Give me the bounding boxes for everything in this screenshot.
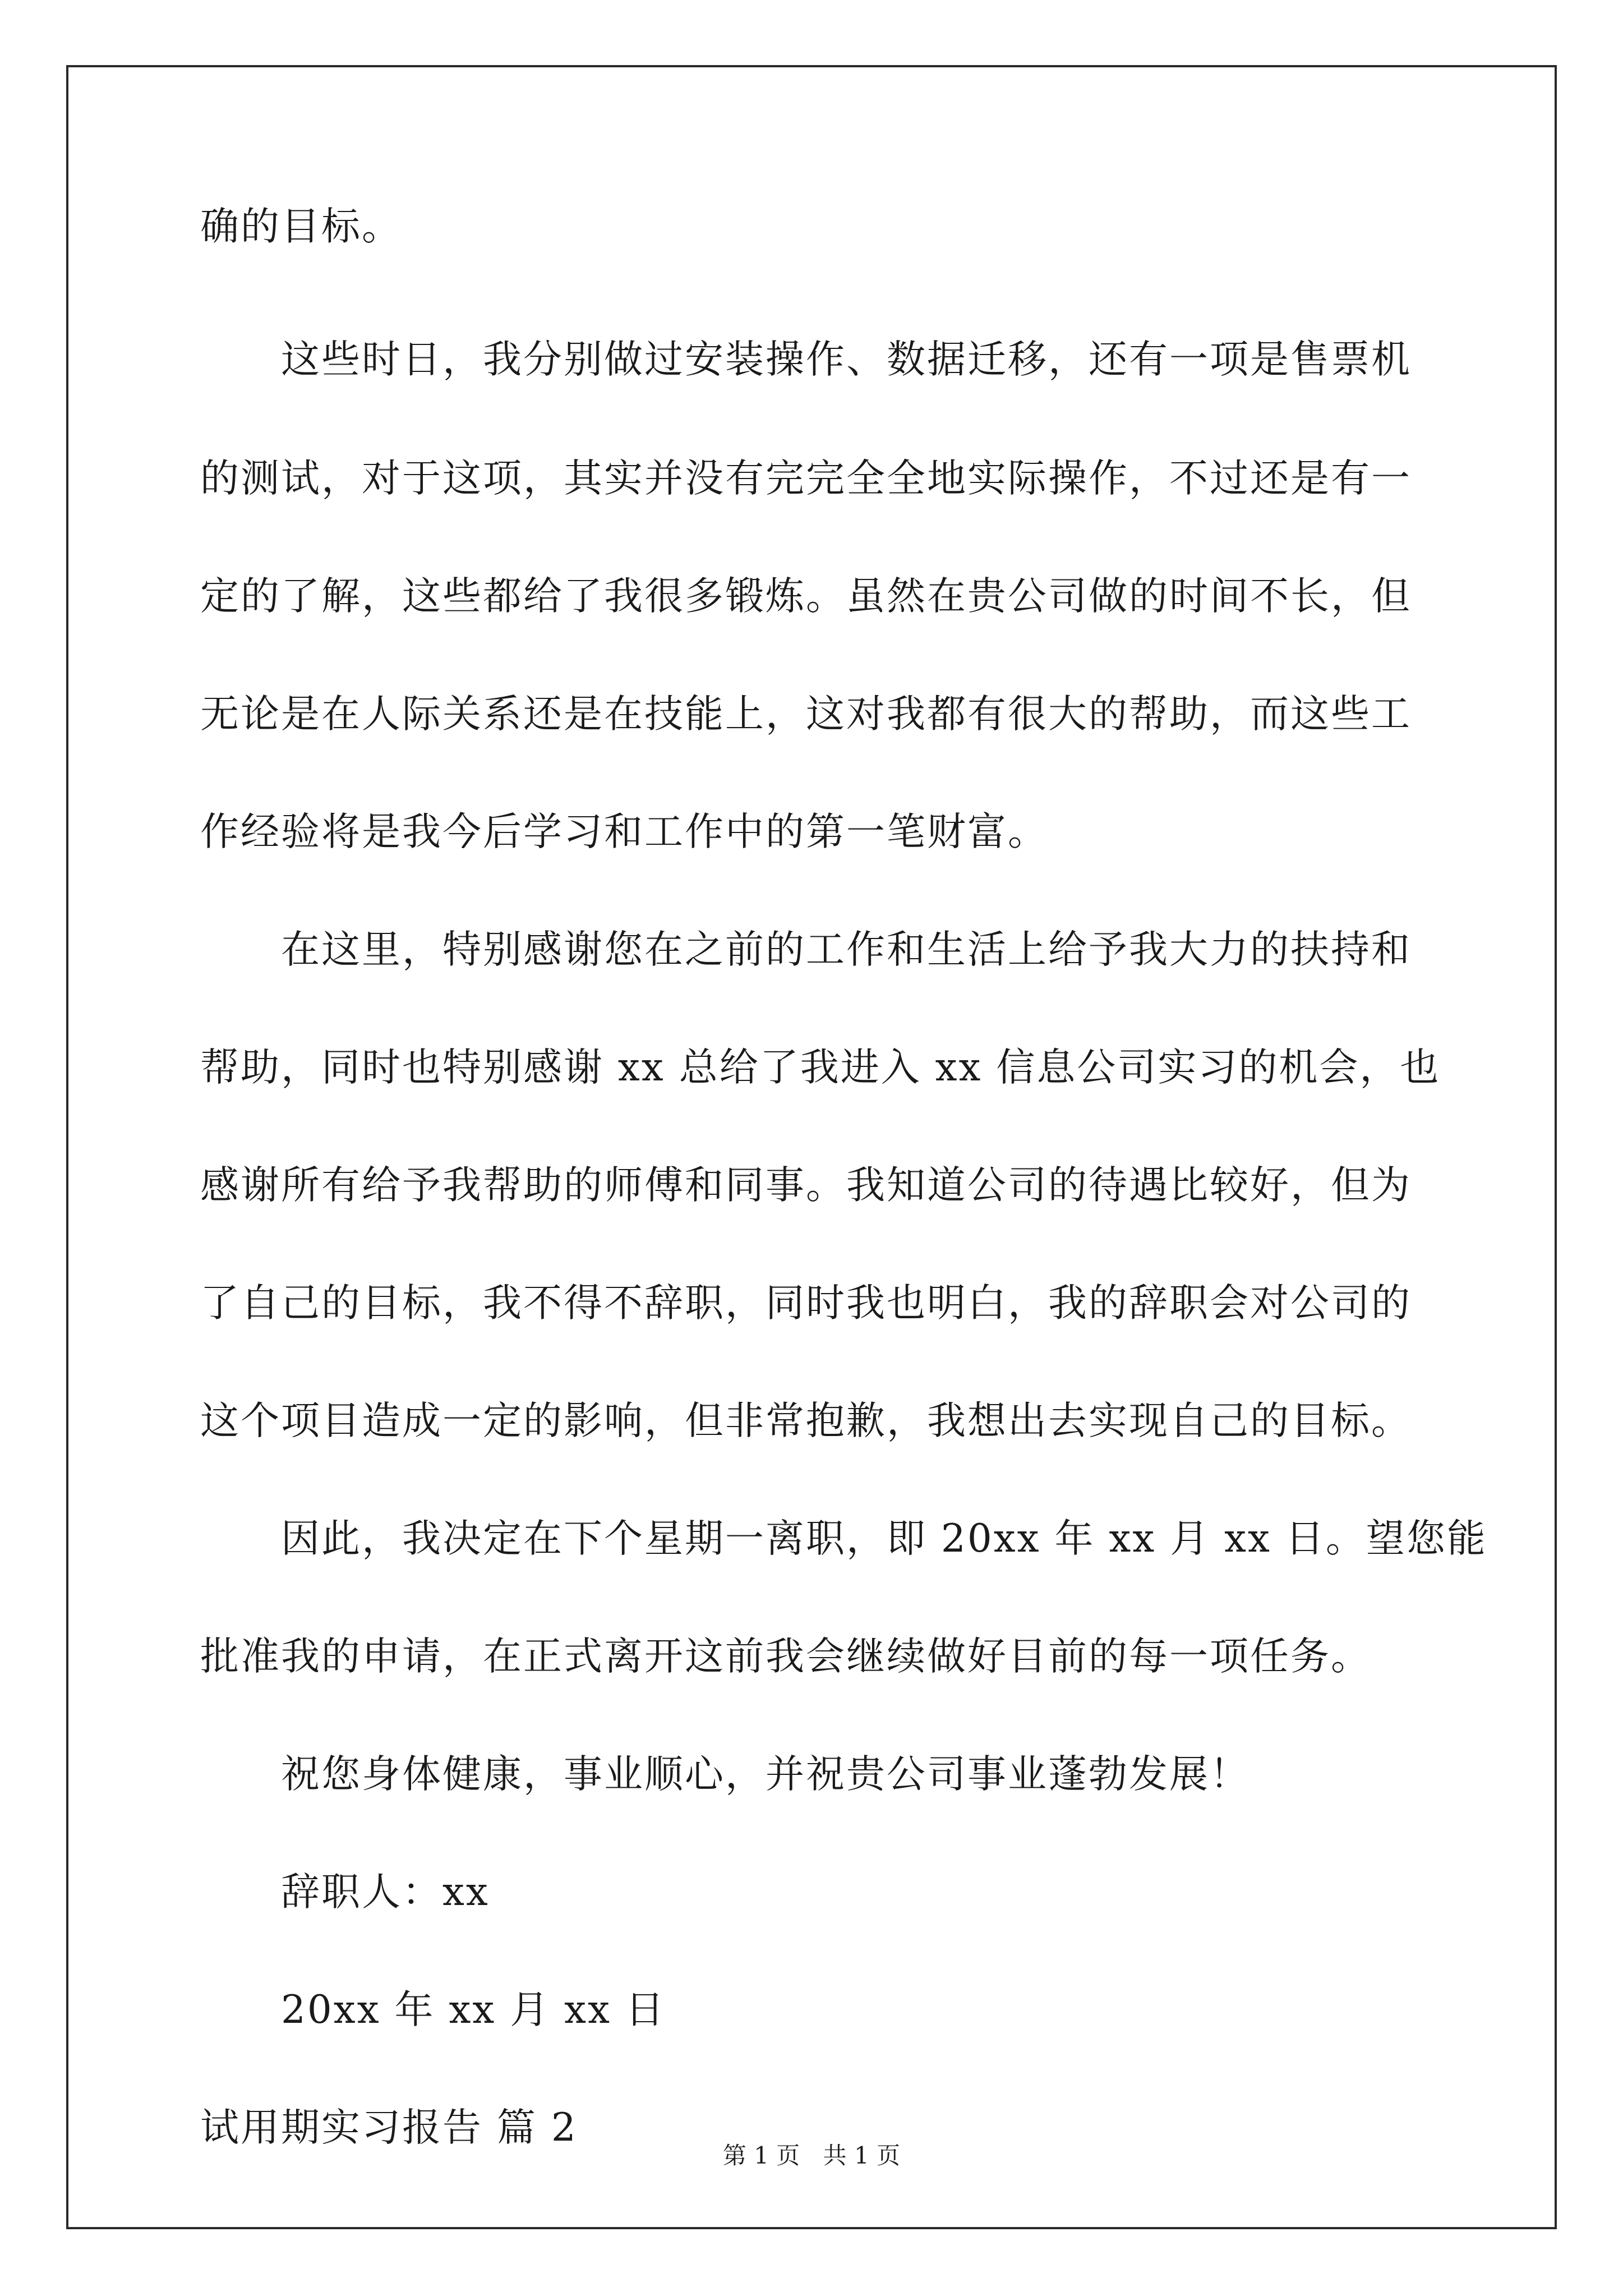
page-total: 共 1 页: [823, 2142, 901, 2169]
page-number: 第 1 页: [722, 2142, 800, 2169]
section-heading: 试用期实习报告 篇 2: [200, 2105, 578, 2150]
text-line: 批准我的申请，在正式离开这前我会继续做好目前的每一项任务。: [200, 1634, 1371, 1679]
page-footer: [0, 2137, 1623, 2171]
text-line: 在这里，特别感谢您在之前的工作和生活上给予我大力的扶持和: [281, 927, 1412, 972]
text-line: 这些时日，我分别做过安装操作、数据迁移，还有一项是售票机: [281, 337, 1412, 382]
text-line: 无论是在人际关系还是在技能上，这对我都有很大的帮助，而这些工: [200, 692, 1412, 737]
text-line: 祝您身体健康，事业顺心，并祝贵公司事业蓬勃发展！: [281, 1752, 1250, 1797]
text-line: 感谢所有给予我帮助的师傅和同事。我知道公司的待遇比较好，但为: [200, 1163, 1412, 1208]
text-line: 确的目标。: [200, 204, 402, 249]
text-line: 因此，我决定在下个星期一离职，即 20xx 年 xx 月 xx 日。望您能: [281, 1516, 1487, 1561]
text-line: 的测试，对于这项，其实并没有完完全全地实际操作，不过还是有一: [200, 456, 1412, 501]
text-line: 了自己的目标，我不得不辞职，同时我也明白，我的辞职会对公司的: [200, 1281, 1412, 1326]
date-line: 20xx 年 xx 月 xx 日: [281, 1987, 666, 2032]
text-line: 定的了解，这些都给了我很多锻炼。虽然在贵公司做的时间不长，但: [200, 574, 1412, 619]
signature-line: 辞职人：xx: [281, 1870, 490, 1915]
text-line: 帮助，同时也特别感谢 xx 总给了我进入 xx 信息公司实习的机会，也: [200, 1045, 1441, 1090]
text-line: 作经验将是我今后学习和工作中的第一笔财富。: [200, 809, 1048, 854]
text-line: 这个项目造成一定的影响，但非常抱歉，我想出去实现自己的目标。: [200, 1398, 1412, 1443]
